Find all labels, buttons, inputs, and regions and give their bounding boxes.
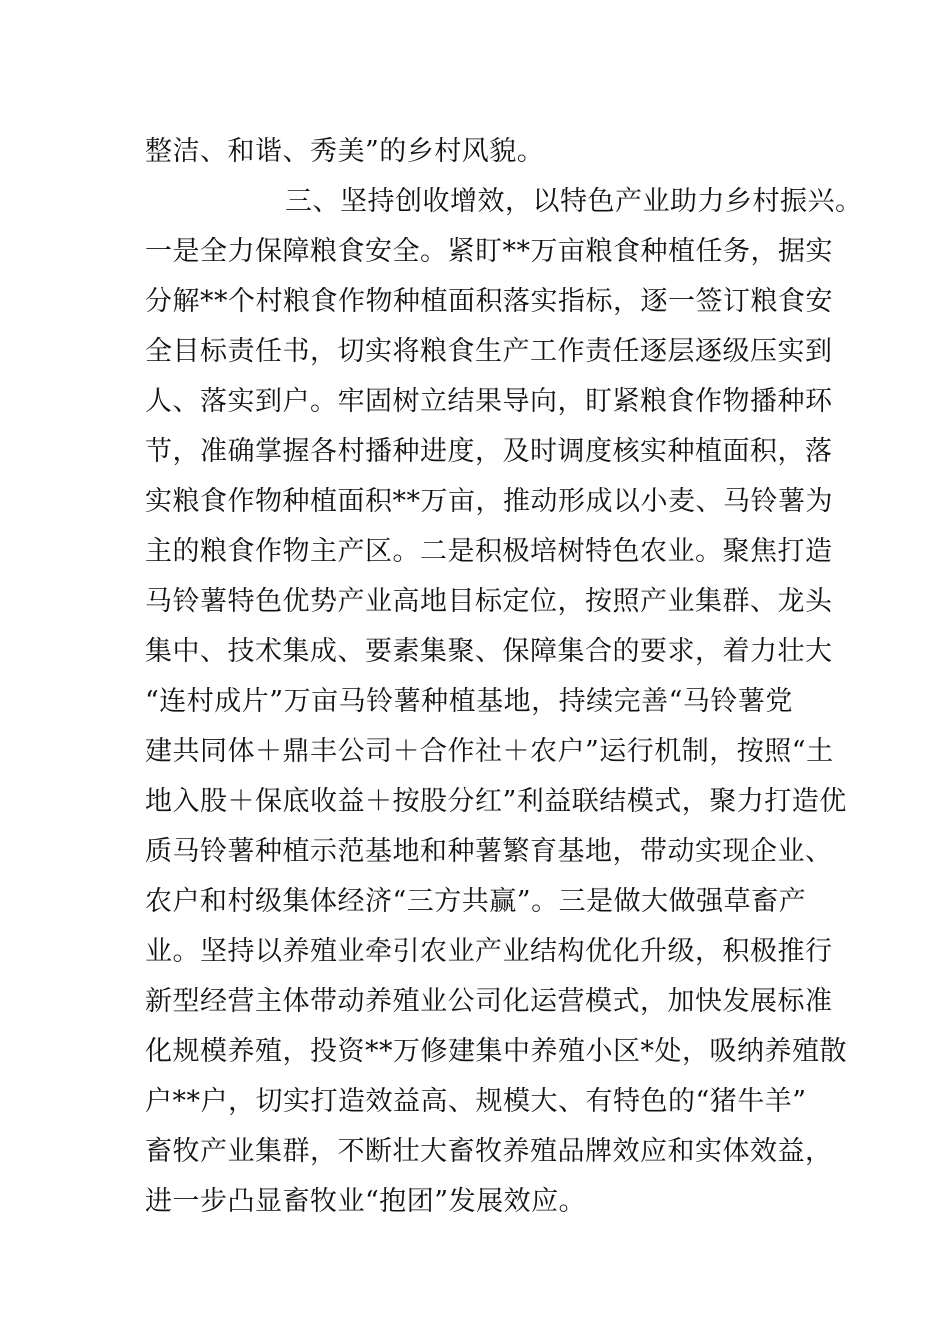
text-line: 户**户，切实打造效益高、规模大、有特色的“猪牛羊” [145, 1086, 807, 1117]
text-line: 分解**个村粮食作物种植面积落实指标，逐一签订粮食安 [145, 286, 833, 317]
text-line: 新型经营主体带动养殖业公司化运营模式，加快发展标准 [145, 986, 833, 1017]
text-line: 质马铃薯种植示范基地和种薯繁育基地，带动实现企业、 [145, 836, 833, 867]
text-line: 业。坚持以养殖业牵引农业产业结构优化升级，积极推行 [145, 936, 833, 967]
text-line: 农户和村级集体经济“三方共赢”。三是做大做强草畜产 [145, 886, 807, 917]
text-line: 地入股＋保底收益＋按股分红”利益联结模式，聚力打造优 [145, 786, 847, 817]
text-line: 主的粮食作物主产区。二是积极培树特色农业。聚焦打造 [145, 536, 833, 567]
text-line: 整洁、和谐、秀美”的乡村风貌。 [145, 136, 545, 167]
text-line: 节，准确掌握各村播种进度，及时调度核实种植面积，落 [145, 436, 833, 467]
text-line: 全目标责任书，切实将粮食生产工作责任逐层逐级压实到 [145, 336, 833, 367]
text-line: 化规模养殖，投资**万修建集中养殖小区*处，吸纳养殖散 [145, 1036, 847, 1067]
text-line: 建共同体＋鼎丰公司＋合作社＋农户”运行机制，按照“土 [145, 736, 834, 767]
text-line: 实粮食作物种植面积**万亩，推动形成以小麦、马铃薯为 [145, 486, 833, 517]
text-line: “连村成片”万亩马铃薯种植基地，持续完善“马铃薯党 [145, 686, 793, 717]
text-line: 人、落实到户。牢固树立结果导向，盯紧粮食作物播种环 [145, 386, 833, 417]
text-line: 进一步凸显畜牧业“抱团”发展效应。 [145, 1186, 587, 1217]
text-line: 集中、技术集成、要素集聚、保障集合的要求，着力壮大 [145, 636, 833, 667]
section-heading: 三、坚持创收增效，以特色产业助力乡村振兴。 [285, 186, 863, 217]
text-line: 马铃薯特色优势产业高地目标定位，按照产业集群、龙头 [145, 586, 833, 617]
text-line: 一是全力保障粮食安全。紧盯**万亩粮食种植任务，据实 [145, 236, 833, 267]
text-line: 畜牧产业集群，不断壮大畜牧养殖品牌效应和实体效益， [145, 1136, 833, 1167]
